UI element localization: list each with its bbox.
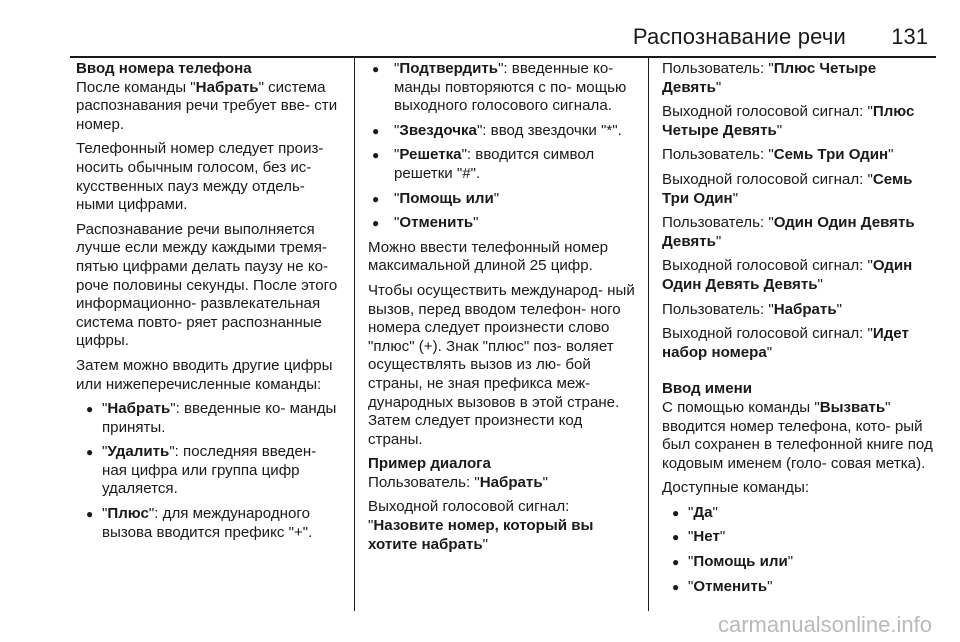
dialog-line: Выходной голосовой сигнал: "Идет набор номера" [662,325,909,361]
list-item: ● "Отменить" [368,214,636,233]
paragraph: Чтобы осуществить международ- ный вызов, перед вводом телефон- ного номера следует произнести слово "плюс" (+). Знак "плюс" поз- воляет осуществлять вызов из лю- бой страны, не зная префикса меж- дународных вызовов в этой стране. Затем следует произнести код страны. [368,281,635,448]
command-list [662,504,934,596]
spacer [662,368,934,380]
header-rule [70,56,936,58]
list-item: ● "Набрать": введенные ко- манды приняты. [76,400,344,437]
dialog-line: Выходной голосовой сигнал: "Семь Три Один" [662,170,913,207]
list-item: ● "Нет" [662,528,934,547]
dialog-line: Пользователь: "Набрать" [662,300,842,318]
paragraph: Распознавание речи выполняется лучше если между каждыми тремя- пятью цифрами делать паузу не ко- роче половины секунды. После этого информационно- развлекательная система повто- ряет распознанные цифры. [76,220,338,350]
section-heading-name: Ввод имени [662,380,753,398]
list-item: ● "Звездочка": ввод звездочки "*". [368,122,636,141]
column-1 [76,60,344,612]
dialog-line: Выходной голосовой сигнал: "Один Один Девять Девять" [662,257,913,293]
dialog-line: Пользователь: "Плюс Четыре Девять" [662,60,877,96]
dialog-line: Выходной голосовой сигнал: "Плюс Четыре Девять" [662,103,915,139]
page-title: Распознавание речи [632,24,846,49]
column-2 [368,60,636,612]
dialog-line: Пользователь: "Набрать" [368,473,548,491]
page-header [0,0,960,58]
list-item: ● "Помощь или" [368,190,636,209]
command-list [76,400,344,542]
dialog-line: Выходной голосовой сигнал: "Назовите номер, который вы хотите набрать" [368,498,594,553]
paragraph: Телефонный номер следует произ- носить обычным голосом, без ис- кусственных пауз между отдель- ными цифрами. [76,140,324,214]
section-heading-example: Пример диалога [368,455,491,473]
paragraph: После команды "Набрать" система распознавания речи требует вве- сти номер. [76,78,338,133]
list-item: ● "Подтвердить": введенные ко- манды повторяются с по- мощью выходного голосового сигнала. [368,60,636,116]
watermark: carmanualsonline.info [717,612,932,637]
paragraph: Доступные команды: [662,479,810,497]
command-list [368,60,636,233]
dialog-line: Пользователь: "Один Один Девять Девять" [662,214,915,250]
list-item: ● "Плюс": для международного вызова вводится префикс "+". [76,505,344,542]
paragraph: Затем можно вводить другие цифры или нижеперечисленные команды: [76,356,333,393]
column-divider-1 [354,58,355,611]
list-item: ● "Решетка": вводится символ решетки "#". [368,146,636,183]
paragraph: Можно ввести телефонный номер максимальной длиной 25 цифр. [368,238,609,275]
dialog-line: Пользователь: "Семь Три Один" [662,146,894,164]
list-item: ● "Да" [662,504,934,523]
section-heading-phone: Ввод номера телефона [76,60,252,77]
list-item: ● "Помощь или" [662,553,934,572]
column-divider-2 [648,58,649,611]
column-3 [662,60,934,612]
list-item: ● "Удалить": последняя введен- ная цифра или группа цифр удаляется. [76,443,344,499]
page-number: 131 [891,24,928,49]
list-item: ● "Отменить" [662,578,934,597]
paragraph: С помощью команды "Вызвать" вводится номер телефона, кото- рый был сохранен в телефонной книге под кодовым именем (голо- совая метка). [662,398,933,472]
